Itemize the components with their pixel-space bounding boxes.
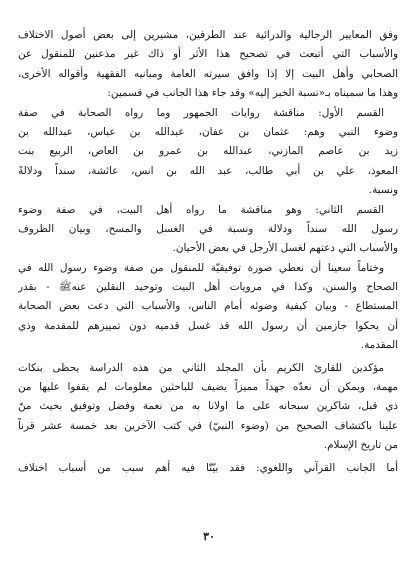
text-line: مهمة، ويمكن أن نعدّه جهداً مميزاً يضيف للباحثين معلومات لم يقفوا عليها من (18, 381, 398, 394)
text-line: وهذا ما سميناه بـ«نسبة الخبر إليه» وقد جاء هذا الجانب في قسمين: (107, 87, 398, 100)
page-number: ٣٠ (203, 530, 215, 543)
text-line: القسم الأول: مناقشة روايات الجمهور وما رواه الصحابة في صفة (18, 106, 384, 119)
section-second-part (18, 201, 398, 259)
paragraph-conclusion (18, 259, 398, 356)
text-line: والأسباب التي أتبعت في تصحيح هذا الأثر أو ذاك غير مذعنين للمنقول عن (18, 48, 398, 61)
text-line: من تاريخ الإسلام. (323, 439, 398, 452)
text-line: أن يحكوا جازمين أن رسول الله قد غسل قدميه دون تمييزهم للمقدمة وذي (18, 319, 398, 332)
text-line: وضوء النبي وهم: عثمان بن عفان، عبدالله بن عباس، عبدالله بن (18, 125, 398, 138)
text-line: المعوذ، علي بن أبي طالب، عبد الله بن انس، عائشة، سنداً ودلالةً (18, 164, 398, 177)
paragraph-quranic-linguistic (18, 459, 398, 478)
text-line: أما الجانب القرآني واللغوي: فقد بيّنّا فيه أهم سبب من أسباب اختلاف (18, 461, 398, 474)
text-line: ذي قبل، شاكرين سبحانه على ما اولانا به من نعمة وفضل وتوفيق بحيث منّ (18, 400, 398, 413)
text-line: المستطاع - وبيان كيفية وضوئه أمام الناس، والأسباب التي دعت بعض الصحابة (18, 300, 398, 313)
text-line: رسول الله سنداً ودلالة ونسبة في الغسل والمسح، وبيان الظروف (18, 222, 398, 235)
text-line: الصحاح والسنن، وكذا في مرويات أهل البيت وتوحيد النقلين عنهﷺ - بقدر (18, 281, 398, 294)
text-line: علينا باكتشاف الصحيح من (وضوء النبيّ) في كتب الآخرين بعد خمسة عشر قرناً (18, 419, 398, 432)
paragraph-intro-continuation (18, 26, 398, 104)
paragraph-second-volume (18, 359, 398, 456)
text-line: الصحابي وأهل البيت إلا إذا وافق سيرته العامة ومبانيه الفقهية وأقواله الأخرى، (18, 67, 398, 80)
page-body (18, 26, 398, 478)
text-line: وفق المعايير الرجالية والدرائية عند الطرفين، مشيرين إلى بعض أصول الاختلاف (18, 29, 398, 41)
text-line: وختاماً سعينا أن نعطي صورة توفيقيّة للمنقول من صفة وضوء رسول الله في (18, 261, 384, 274)
text-line: والأسباب التي دعتهم لغسل الأرجل في بعض الأحيان. (172, 242, 398, 255)
text-line: القسم الثاني: وهو مناقشة ما رواه أهل البيت، في صفة وضوء (18, 203, 384, 216)
section-first-part (18, 104, 398, 201)
text-line: مؤكدين للقارئ الكريم بأن المجلد الثاني من هذه الدراسة يحظى بنكات (18, 361, 384, 374)
text-line: ونسبة. (368, 184, 398, 197)
text-line: المقدمة. (360, 339, 398, 352)
text-line: زيد بن عاصم المازني، عبدالله بن عمرو بن العاص، الربيع بنت (18, 145, 398, 158)
